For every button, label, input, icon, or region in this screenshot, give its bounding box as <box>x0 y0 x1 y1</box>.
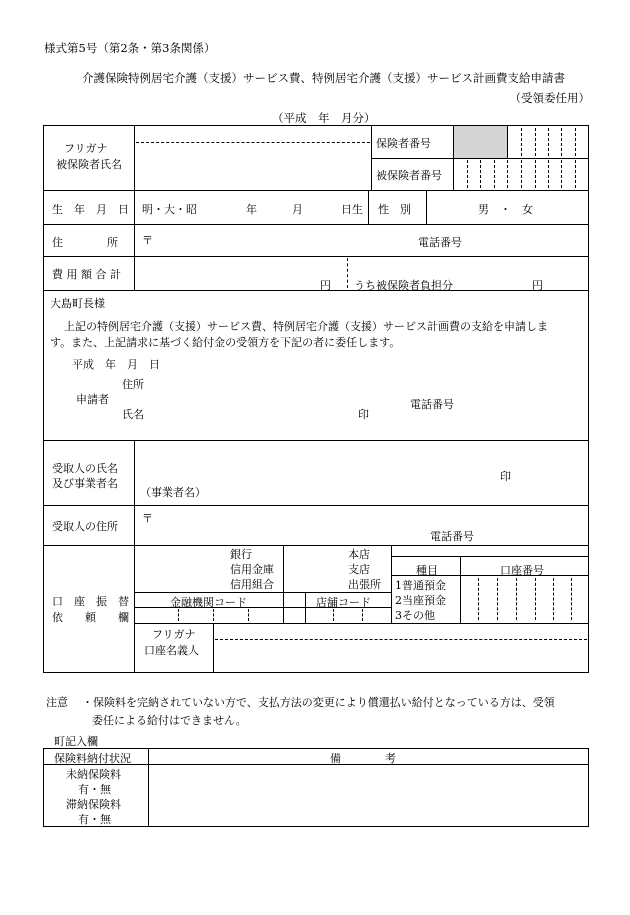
gender-label: 性 別 <box>378 203 411 216</box>
recipient-name-label-1: 受取人の氏名 <box>52 462 118 475</box>
bank-type-kumiai[interactable]: 信用組合 <box>230 578 274 591</box>
furigana-input[interactable] <box>138 128 368 141</box>
notice-line1: ・保険料を完納されていない方で、支払方法の変更により償還払い給付となっている方は、受領 <box>82 696 555 709</box>
unpaid-value[interactable]: 有・無 <box>78 783 111 796</box>
addressee: 大島町長様 <box>50 297 105 310</box>
account-kind-other[interactable]: 3その他 <box>395 609 435 622</box>
account-holder-label: 口座名義人 <box>144 644 199 657</box>
delinquent-label: 滞納保険料 <box>66 798 121 811</box>
request-body-line2: す。また、上記請求に基づく給付金の受領方を下記の者に委任します。 <box>50 336 401 349</box>
account-kind-label: 種目 <box>416 564 438 577</box>
furigana-label: フリガナ <box>64 142 108 155</box>
holder-furigana-label: フリガナ <box>152 628 196 641</box>
account-number-label: 口座番号 <box>500 564 544 577</box>
request-date: 平成 年 月 日 <box>72 358 160 371</box>
recipient-phone-label: 電話番号 <box>430 530 474 543</box>
recipient-name-label-2: 及び事業者名 <box>52 477 118 490</box>
applicant-phone-label: 電話番号 <box>410 398 454 411</box>
branch-type-branch[interactable]: 支店 <box>348 563 370 576</box>
applicant-label: 申請者 <box>76 393 109 406</box>
delinquent-value[interactable]: 有・無 <box>78 813 111 826</box>
insured-burden-label: うち被保険者負担分 <box>354 279 453 292</box>
recipient-name-input[interactable] <box>140 446 480 480</box>
bank-section-label-2: 依 頼 欄 <box>52 611 129 624</box>
cost-total-yen: 円 <box>320 279 331 292</box>
insured-name-label: 被保険者氏名 <box>56 158 122 171</box>
bank-section-label-1: 口 座 振 替 <box>52 595 129 608</box>
birth-date-label: 生 年 月 日 <box>52 203 129 216</box>
bank-type-shinkin[interactable]: 信用金庫 <box>230 563 274 576</box>
bank-code-label: 金融機関コード <box>170 596 247 609</box>
birth-day-label: 日生 <box>341 203 363 216</box>
recipient-address-input[interactable] <box>156 508 406 528</box>
insurer-number-label: 保険者番号 <box>376 137 431 150</box>
address-input[interactable] <box>156 228 386 252</box>
recipient-postal-mark: 〒 <box>142 512 153 525</box>
insurer-number-shaded-cells <box>454 126 507 158</box>
unpaid-label: 未納保険料 <box>66 768 121 781</box>
recipient-business-name: （事業者名） <box>140 486 206 499</box>
address-postal-mark: 〒 <box>142 234 153 247</box>
request-body-line1: 上記の特例居宅介護（支援）サービス費、特例居宅介護（支援）サービス計画費の支給を申請しま <box>64 320 548 333</box>
payment-status-label: 保険料納付状況 <box>54 752 131 765</box>
holder-furigana-input[interactable] <box>218 625 584 638</box>
period-label: （平成 年 月分） <box>272 111 376 125</box>
insured-name-input[interactable] <box>138 146 368 186</box>
account-holder-input[interactable] <box>218 643 584 669</box>
branch-type-office[interactable]: 出張所 <box>348 578 381 591</box>
cost-total-label: 費 用 額 合 計 <box>52 268 121 281</box>
gender-options[interactable]: 男 ・ 女 <box>478 203 533 216</box>
branch-type-main[interactable]: 本店 <box>348 548 370 561</box>
branch-code-label: 店舗コード <box>316 596 371 609</box>
birth-era-options[interactable]: 明・大・昭 <box>142 203 197 216</box>
applicant-seal: 印 <box>358 408 369 421</box>
birth-month-label: 月 <box>292 203 303 216</box>
form-subtitle: （受領委任用） <box>509 91 590 105</box>
bank-type-bank[interactable]: 銀行 <box>230 548 252 561</box>
office-section-label: 町記入欄 <box>54 735 98 748</box>
insured-number-label: 被保険者番号 <box>376 169 442 182</box>
recipient-address-label: 受取人の住所 <box>52 520 118 533</box>
address-phone-label: 電話番号 <box>418 236 462 249</box>
notice-label: 注意 <box>46 696 68 709</box>
form-title: 介護保険特例居宅介護（支援）サービス費、特例居宅介護（支援）サービス計画費支給申請書 <box>82 71 565 85</box>
birth-year-label: 年 <box>246 203 257 216</box>
account-kind-ordinary[interactable]: 1普通預金 <box>395 579 446 592</box>
remarks-label: 備 考 <box>330 752 396 765</box>
recipient-seal: 印 <box>500 470 511 483</box>
account-kind-current[interactable]: 2当座預金 <box>395 594 446 607</box>
applicant-name-label: 氏名 <box>122 408 144 421</box>
notice-line2: 委任による給付はできません。 <box>92 714 247 727</box>
form-number: 様式第5号（第2条・第3条関係） <box>44 41 216 55</box>
insured-burden-yen: 円 <box>532 279 543 292</box>
address-label: 住 所 <box>52 236 118 249</box>
applicant-address-label: 住所 <box>122 378 144 391</box>
